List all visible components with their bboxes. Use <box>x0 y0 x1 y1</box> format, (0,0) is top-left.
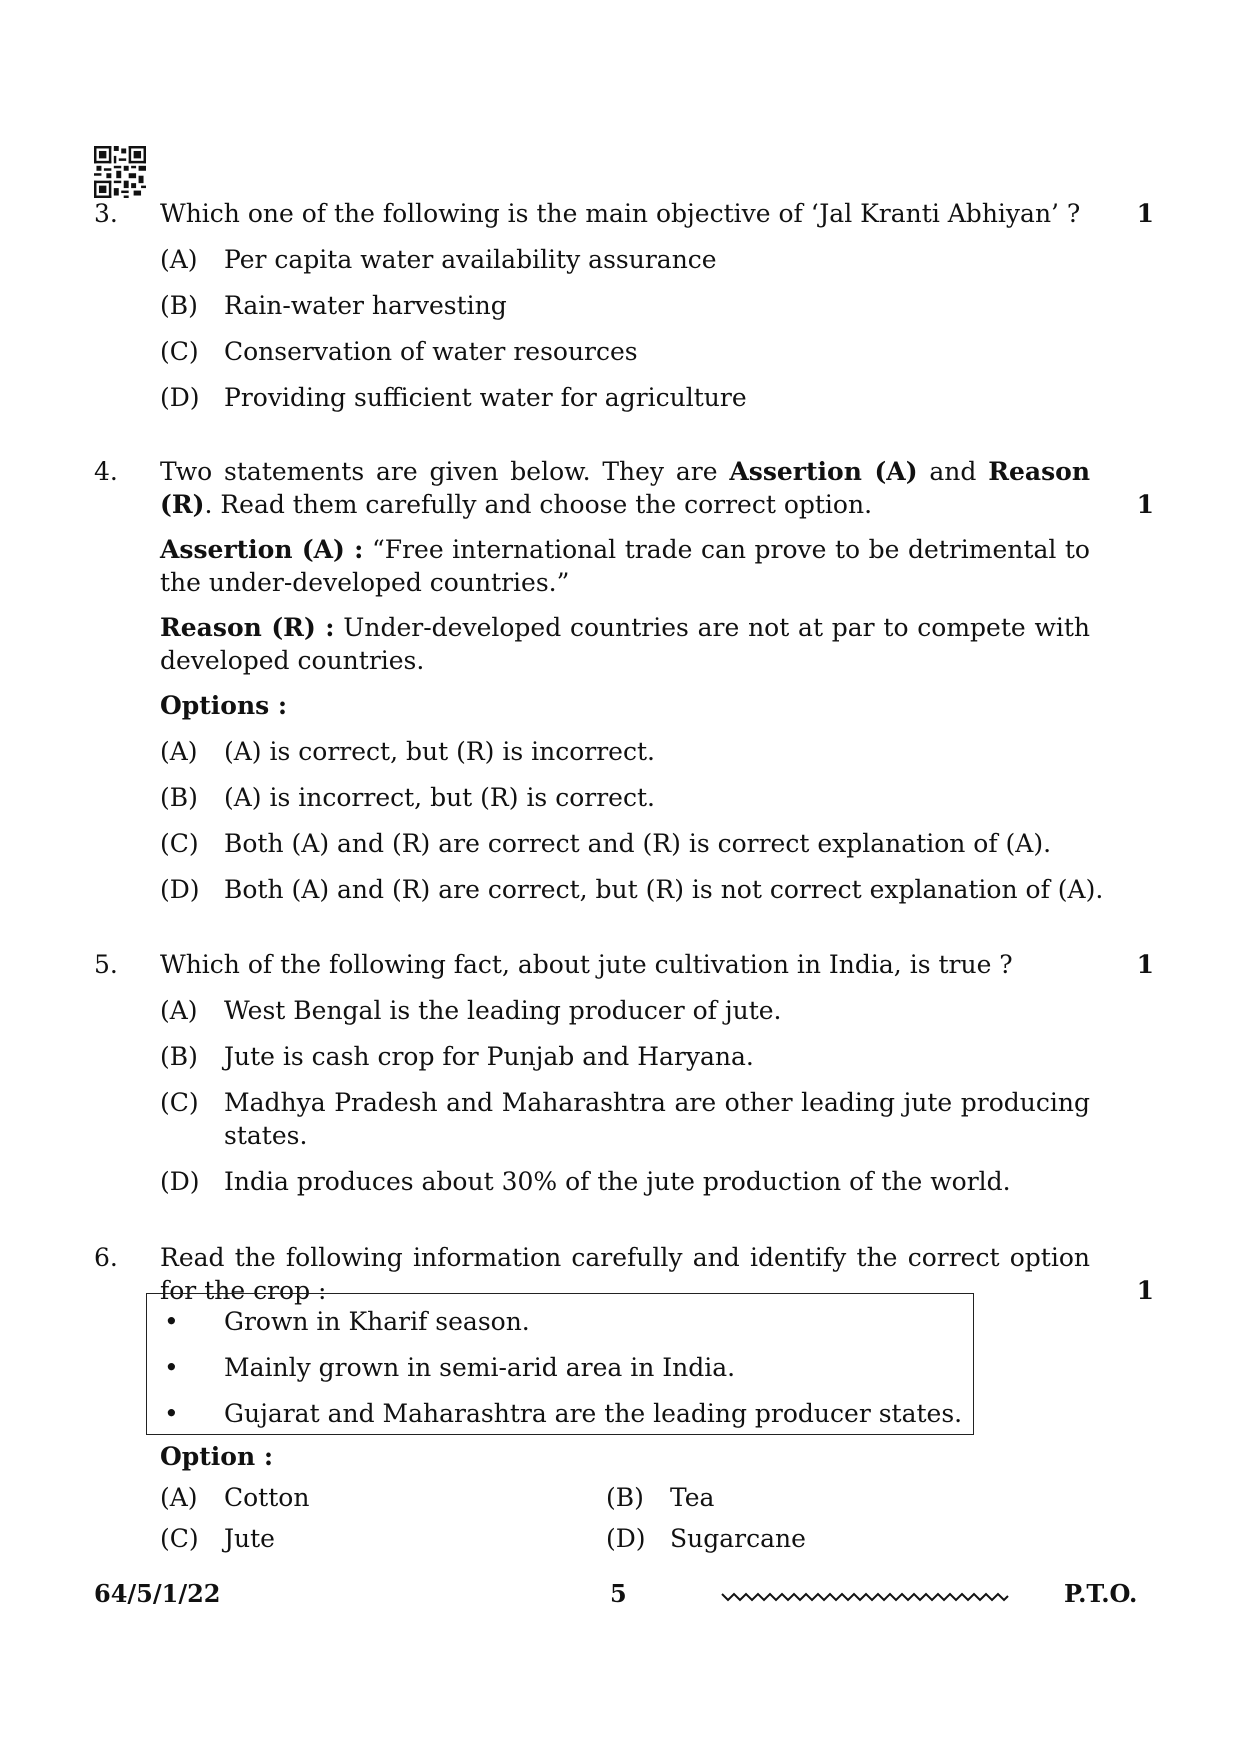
question-stem: Read the following information carefully and identify the correct option for the crop : <box>160 1243 1090 1305</box>
question-stem: Two statements are given below. They are Assertion (A) and Reason (R). Read them carefully and choose the correct option. <box>160 457 1091 519</box>
question-number: 4. <box>94 457 118 486</box>
paper-code: 64/5/1/22 <box>94 1579 221 1608</box>
marks: 1 <box>1136 199 1154 228</box>
marks: 1 <box>1136 1276 1154 1305</box>
options-heading: Options : <box>160 691 288 720</box>
question-stem: Which one of the following is the main objective of ‘Jal Kranti Abhiyan’ ? <box>160 199 1081 228</box>
question-number: 3. <box>94 199 118 228</box>
assertion: Assertion (A) : “Free international trade can prove to be detrimental to the under-developed countries.” <box>160 535 1090 597</box>
question-stem: Which of the following fact, about jute cultivation in India, is true ? <box>160 950 1013 979</box>
reason: Reason (R) : Under-developed countries are not at par to compete with developed countries. <box>160 613 1090 675</box>
exam-page: 3. Which one of the following is the main objective of ‘Jal Kranti Abhiyan’ ? (A) Per capita water availability assurance (B) Rain-water harvesting (C) Conservation of water resources (D) Providing sufficient water for agriculture 1 4. Two statements are given below. They are Assertion (A) and Reason (R). Read them carefully and choose the correct option. Assertion (A) : “Free international trade can prove to be detrimental to the under-developed countries.” Reason (R) : Under-developed countries are not at par to compete with developed countries. Options : (A) (A) is correct, but (R) is incorrect. (B) (A) is incorrect, but (R) is correct. (C) Both (A) and (R) are correct and (R) is correct explanation of (A). (D) Both (A) and (R) are correct, but (R) is not correct explanation of (A). 1 5. Which of the following fact, about jute cultivation in India, is true ? (A) West Bengal is the leading producer of jute. (B) Jute is cash crop for Punjab and Haryana. (C) Madhya Pradesh and Maharashtra are other leading jute producing states. (D) India produces about 30% of the jute production of the world. 1 6. Read the following information carefully and identify the correct option for the crop : • Grown in Kharif season. • Mainly grown in semi-arid area in India. • Gujarat and Maharashtra are the leading producer states. Option : (A) Cotton (B) Tea (C) Jute (D) Sugarcane 1 64/5/1/22 5 P.T.O. <box>0 0 1241 1755</box>
marks: 1 <box>1136 950 1154 979</box>
options-heading: Option : <box>160 1442 274 1471</box>
question-number: 6. <box>94 1243 118 1272</box>
qr-code-icon <box>94 146 146 198</box>
question-number: 5. <box>94 950 118 979</box>
page-number: 5 <box>610 1579 627 1608</box>
marks: 1 <box>1136 490 1154 519</box>
wavy-line-icon <box>720 1588 1010 1604</box>
pto-label: P.T.O. <box>1064 1579 1138 1608</box>
